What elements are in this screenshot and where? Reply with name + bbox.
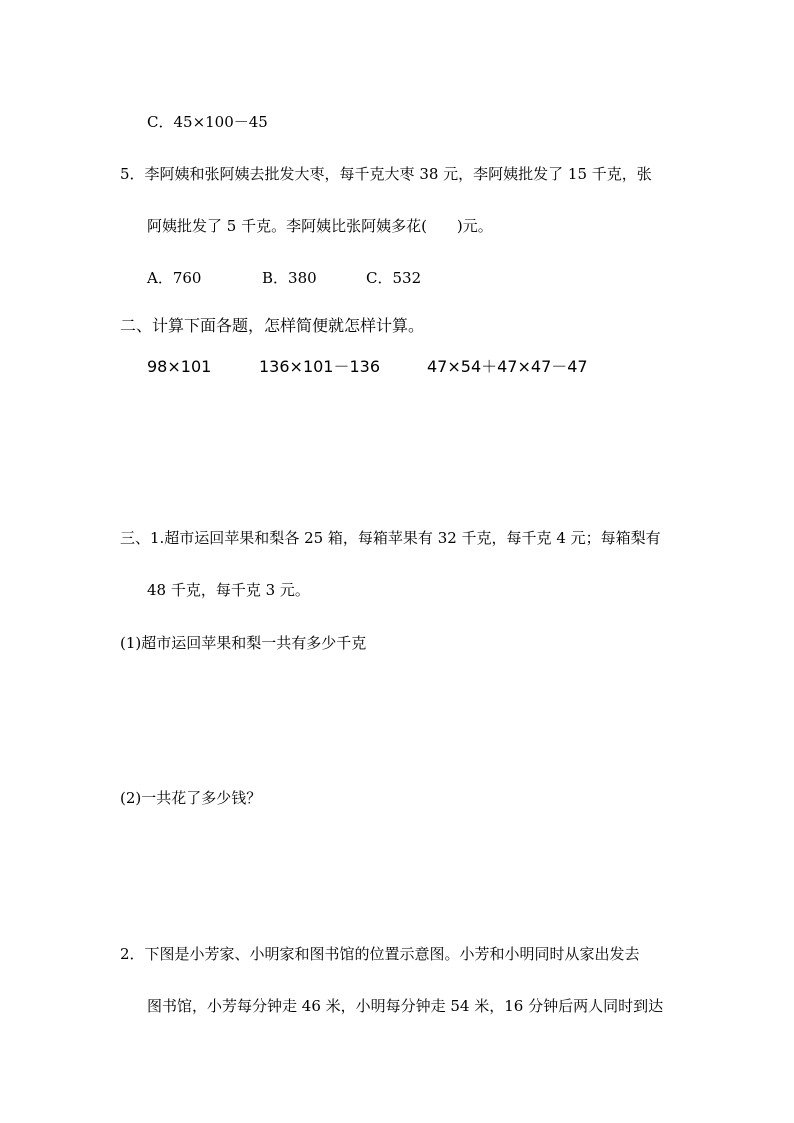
calc-expression: 47×54＋47×47－47	[427, 357, 588, 376]
calc-expression: 136×101－136	[259, 357, 381, 376]
section3-problem1-line1: 三、1.超市运回苹果和梨各 25 箱，每箱苹果有 32 千克，每千克 4 元；每箱梨有	[120, 529, 661, 547]
q5-option-a: A．760	[147, 269, 202, 287]
section2-heading: 二、计算下面各题，怎样简便就怎样计算。	[120, 316, 425, 335]
section3-problem1-line2: 48 千克，每千克 3 元。	[147, 581, 310, 599]
q4-option-c: C．45×100－45	[147, 113, 268, 131]
section3-problem2-line1: 2．下图是小芳家、小明家和图书馆的位置示意图。小芳和小明同时从家出发去	[120, 945, 640, 963]
q5-stem-line2: 阿姨批发了 5 千克。李阿姨比张阿姨多花( )元。	[147, 217, 493, 235]
q5-stem-line1: 5．李阿姨和张阿姨去批发大枣，每千克大枣 38 元，李阿姨批发了 15 千克，张	[120, 165, 652, 183]
calc-expression: 98×101	[147, 357, 212, 376]
q5-option-b: B．380	[262, 269, 317, 287]
section3-subquestion-2: (2)一共花了多少钱？	[120, 789, 262, 807]
section3-problem2-line2: 图书馆，小芳每分钟走 46 米，小明每分钟走 54 米，16 分钟后两人同时到达	[147, 997, 664, 1015]
q5-option-c: C．532	[366, 269, 422, 287]
section3-subquestion-1: (1)超市运回苹果和梨一共有多少千克	[120, 634, 367, 652]
